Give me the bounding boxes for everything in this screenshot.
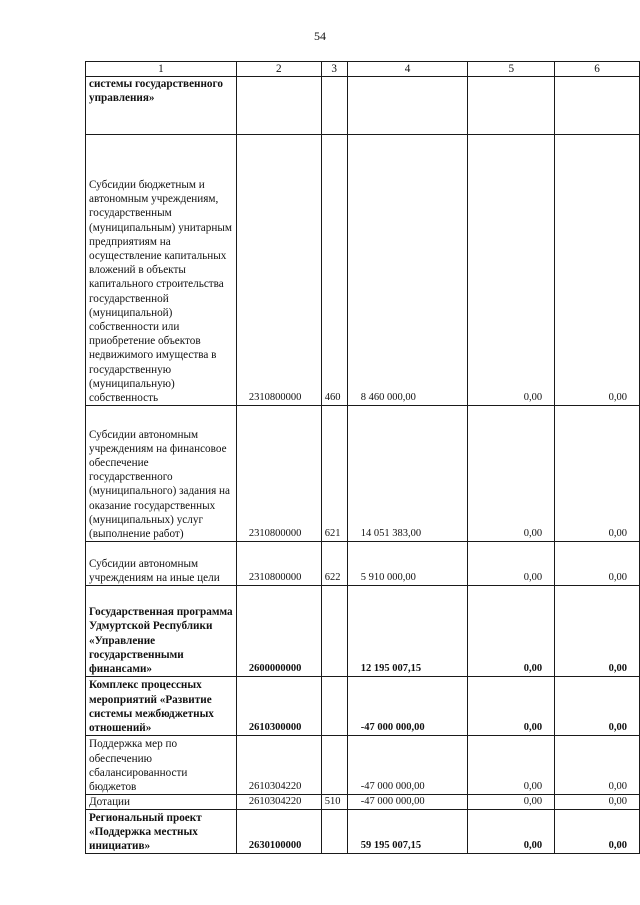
value-col-6: 0,00 <box>555 810 640 854</box>
value-col-6: 0,00 <box>555 795 640 810</box>
column-number-row <box>86 62 640 77</box>
value-col-6: 0,00 <box>555 542 640 586</box>
expense-type <box>321 77 347 135</box>
row-name: Субсидии бюджетным и автономным учреждениям, государственным (муниципальным) унитарным предприятиям на осуществление капитальных вложений в объекты капитального строительства государственной (муниципальной) собственности или приобретение объектов недвижимого имущества в государственную (муниципальную) собственность <box>86 135 237 406</box>
target-code: 2310800000 <box>236 135 321 406</box>
expense-type <box>321 586 347 677</box>
value-col-5: 0,00 <box>468 406 555 542</box>
target-code <box>236 77 321 135</box>
amount: 59 195 007,15 <box>347 810 468 854</box>
row-name: Поддержка мер по обеспечению сбалансированности бюджетов <box>86 736 237 795</box>
column-header: 3 <box>321 62 347 77</box>
expense-type <box>321 677 347 736</box>
budget-table <box>85 61 640 854</box>
amount: -47 000 000,00 <box>347 677 468 736</box>
row-name: системы государственного управления» <box>86 77 237 135</box>
row-name: Государственная программа Удмуртской Республики «Управление государственными финансами» <box>86 586 237 677</box>
target-code: 2310800000 <box>236 406 321 542</box>
column-header: 1 <box>86 62 237 77</box>
amount: 8 460 000,00 <box>347 135 468 406</box>
value-col-6: 0,00 <box>555 586 640 677</box>
amount: 12 195 007,15 <box>347 586 468 677</box>
target-code: 2630100000 <box>236 810 321 854</box>
expense-type: 622 <box>321 542 347 586</box>
table-row <box>86 135 640 406</box>
target-code: 2610304220 <box>236 795 321 810</box>
expense-type: 510 <box>321 795 347 810</box>
column-header: 4 <box>347 62 468 77</box>
page-number: 54 <box>314 29 326 43</box>
target-code: 2310800000 <box>236 542 321 586</box>
value-col-6: 0,00 <box>555 677 640 736</box>
table-row <box>86 810 640 854</box>
table-row <box>86 586 640 677</box>
value-col-5: 0,00 <box>468 677 555 736</box>
value-col-5: 0,00 <box>468 542 555 586</box>
row-name: Региональный проект «Поддержка местных инициатив» <box>86 810 237 854</box>
row-name: Субсидии автономным учреждениям на иные цели <box>86 542 237 586</box>
row-name: Комплекс процессных мероприятий «Развитие системы межбюджетных отношений» <box>86 677 237 736</box>
amount: -47 000 000,00 <box>347 795 468 810</box>
column-header: 5 <box>468 62 555 77</box>
table-row <box>86 736 640 795</box>
row-name: Субсидии автономным учреждениям на финансовое обеспечение государственного (муниципального) задания на оказание государственных (муниципальных) услуг (выполнение работ) <box>86 406 237 542</box>
value-col-5 <box>468 77 555 135</box>
column-header: 2 <box>236 62 321 77</box>
value-col-5: 0,00 <box>468 795 555 810</box>
amount <box>347 77 468 135</box>
target-code: 2600000000 <box>236 586 321 677</box>
table-row <box>86 677 640 736</box>
expense-type: 460 <box>321 135 347 406</box>
row-name: Дотации <box>86 795 237 810</box>
value-col-6: 0,00 <box>555 736 640 795</box>
target-code: 2610304220 <box>236 736 321 795</box>
amount: 14 051 383,00 <box>347 406 468 542</box>
amount: -47 000 000,00 <box>347 736 468 795</box>
value-col-5: 0,00 <box>468 586 555 677</box>
value-col-6: 0,00 <box>555 406 640 542</box>
table-row <box>86 77 640 135</box>
target-code: 2610300000 <box>236 677 321 736</box>
value-col-5: 0,00 <box>468 135 555 406</box>
expense-type <box>321 810 347 854</box>
value-col-5: 0,00 <box>468 810 555 854</box>
expense-type <box>321 736 347 795</box>
column-header: 6 <box>555 62 640 77</box>
value-col-6: 0,00 <box>555 135 640 406</box>
table-row <box>86 795 640 810</box>
table-row <box>86 406 640 542</box>
value-col-6 <box>555 77 640 135</box>
expense-type: 621 <box>321 406 347 542</box>
amount: 5 910 000,00 <box>347 542 468 586</box>
table-row <box>86 542 640 586</box>
value-col-5: 0,00 <box>468 736 555 795</box>
